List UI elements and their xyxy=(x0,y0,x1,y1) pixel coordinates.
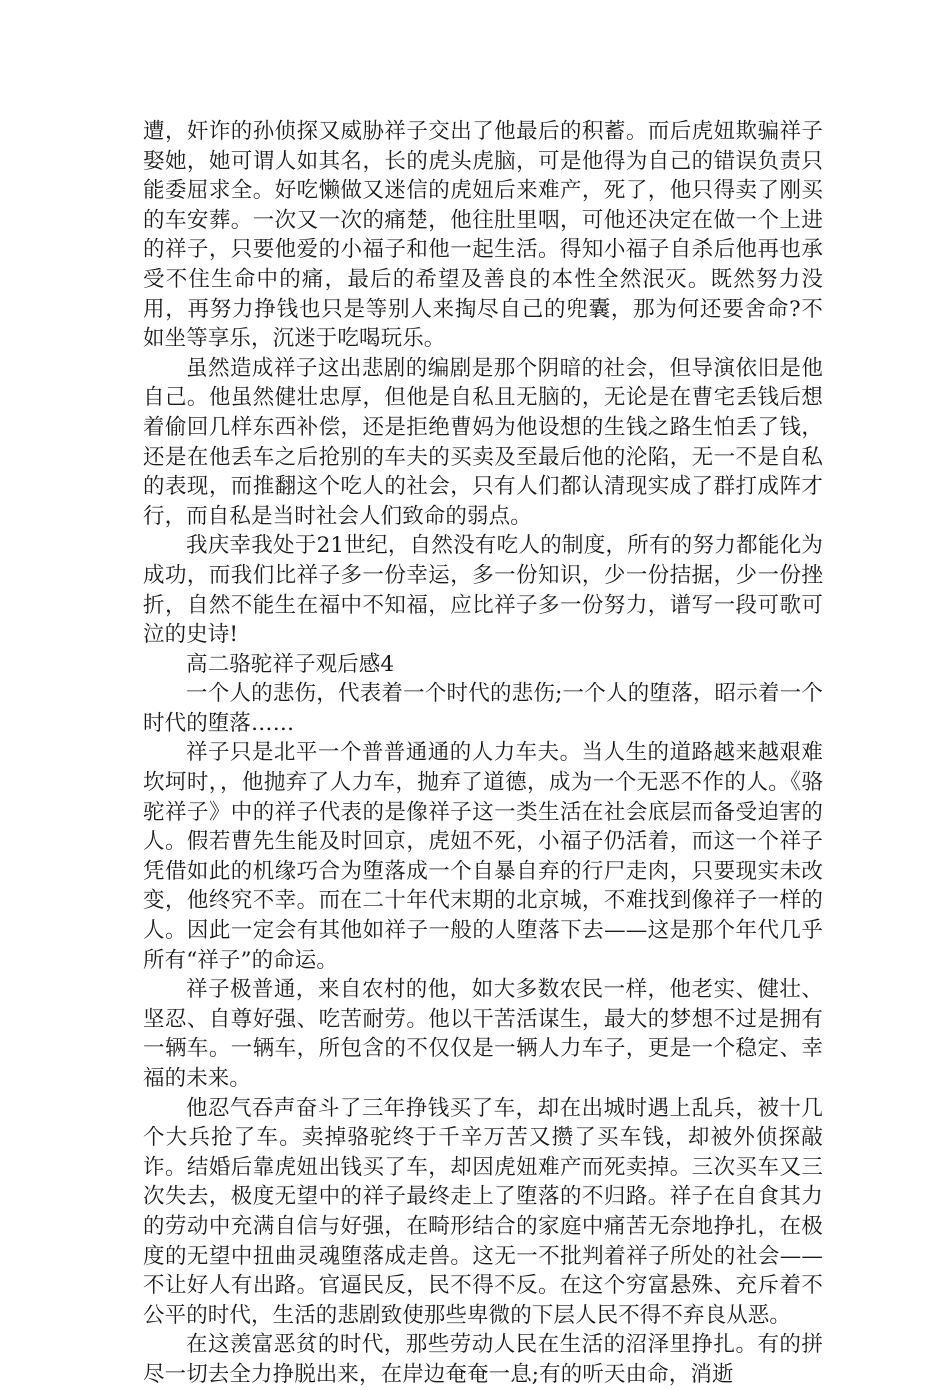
paragraph-6: 祥子极普通，来自农村的他，如大多数农民一样，他老实、健壮、坚忍、自尊好强、吃苦耐劳。他以干苦活谋生，最大的梦想不过是拥有一辆车。一辆车，所包含的不仅仅是一辆人力车子，更是一个稳定、幸福的未来。 xyxy=(143,977,823,1091)
section-heading: 高二骆驼祥子观后感4 xyxy=(186,651,395,677)
document-body xyxy=(143,117,823,1390)
paragraph-5: 祥子只是北平一个普普通通的人力车夫。当人生的道路越来越艰难坎坷时，，他抛弃了人力车，抛弃了道德，成为一个无恶不作的人。《骆驼祥子》中的祥子代表的是像祥子这一类生活在社会底层而备受迫害的人。假若曹先生能及时回京，虎妞不死，小福子仍活着，而这一个祥子凭借如此的机缘巧合为堕落成一个自暴自弃的行尸走肉，只要现实未改变，他终究不幸。而在二十年代末期的北京城，不难找到像祥子一样的人。因此一定会有其他如祥子一般的人堕落下去——这是那个年代几乎所有“祥子”的命运。 xyxy=(143,740,823,973)
paragraph-8: 在这羡富恶贫的时代，那些劳动人民在生活的沼泽里挣扎。有的拼尽一切去全力挣脱出来，在岸边奄奄一息;有的听天由命，消逝 xyxy=(143,1332,823,1387)
paragraph-4: 一个人的悲伤，代表着一个时代的悲伤;一个人的堕落，昭示着一个时代的堕落…… xyxy=(143,681,823,736)
paragraph-1: 遭，奸诈的孙侦探又威胁祥子交出了他最后的积蓄。而后虎妞欺骗祥子娶她，她可谓人如其名，长的虎头虎脑，可是他得为自己的错误负责只能委屈求全。好吃懒做又迷信的虎妞后来难产，死了，他只得卖了刚买的车安葬。一次又一次的痛楚，他往肚里咽，可他还决定在做一个上进的祥子，只要他爱的小福子和他一起生活。得知小福子自杀后他再也承受不住生命中的痛，最后的希望及善良的本性全然泯灭。既然努力没用，再努力挣钱也只是等别人来掏尽自己的兜囊，那为何还要舍命?不如坐等享乐，沉迷于吃喝玩乐。 xyxy=(143,119,823,352)
paragraph-7: 他忍气吞声奋斗了三年挣钱买了车，却在出城时遇上乱兵，被十几个大兵抢了车。卖掉骆驼终于千辛万苦又攒了买车钱，却被外侦探敲诈。结婚后靠虎妞出钱买了车，却因虎妞难产而死卖掉。三次买车又三次失去，极度无望中的祥子最终走上了堕落的不归路。祥子在自食其力的劳动中充满自信与好强，在畸形结合的家庭中痛苦无奈地挣扎，在极度的无望中扭曲灵魂堕落成走兽。这无一不批判着祥子所处的社会——不让好人有出路。官逼民反，民不得不反。在这个穷富悬殊、充斥着不公平的时代，生活的悲剧致使那些卑微的下层人民不得不弃良从恶。 xyxy=(143,1095,823,1328)
paragraph-2: 虽然造成祥子这出悲剧的编剧是那个阴暗的社会，但导演依旧是他自己。他虽然健壮忠厚，但他是自私且无脑的，无论是在曹宅丢钱后想着偷回几样东西补偿，还是拒绝曹妈为他设想的生钱之路生怕丢了钱，还是在他丢车之后抢别的车夫的买卖及至最后他的沦陷，无一不是自私的表现，而推翻这个吃人的社会，只有人们都认清现实成了群打成阵才行，而自私是当时社会人们致命的弱点。 xyxy=(143,355,823,529)
paragraph-3: 我庆幸我处于21世纪，自然没有吃人的制度，所有的努力都能化为成功，而我们比祥子多一份幸运，多一份知识，少一份拮据，少一份挫折，自然不能生在福中不知福，应比祥子多一份努力，谱写一段可歌可泣的史诗! xyxy=(143,533,823,648)
